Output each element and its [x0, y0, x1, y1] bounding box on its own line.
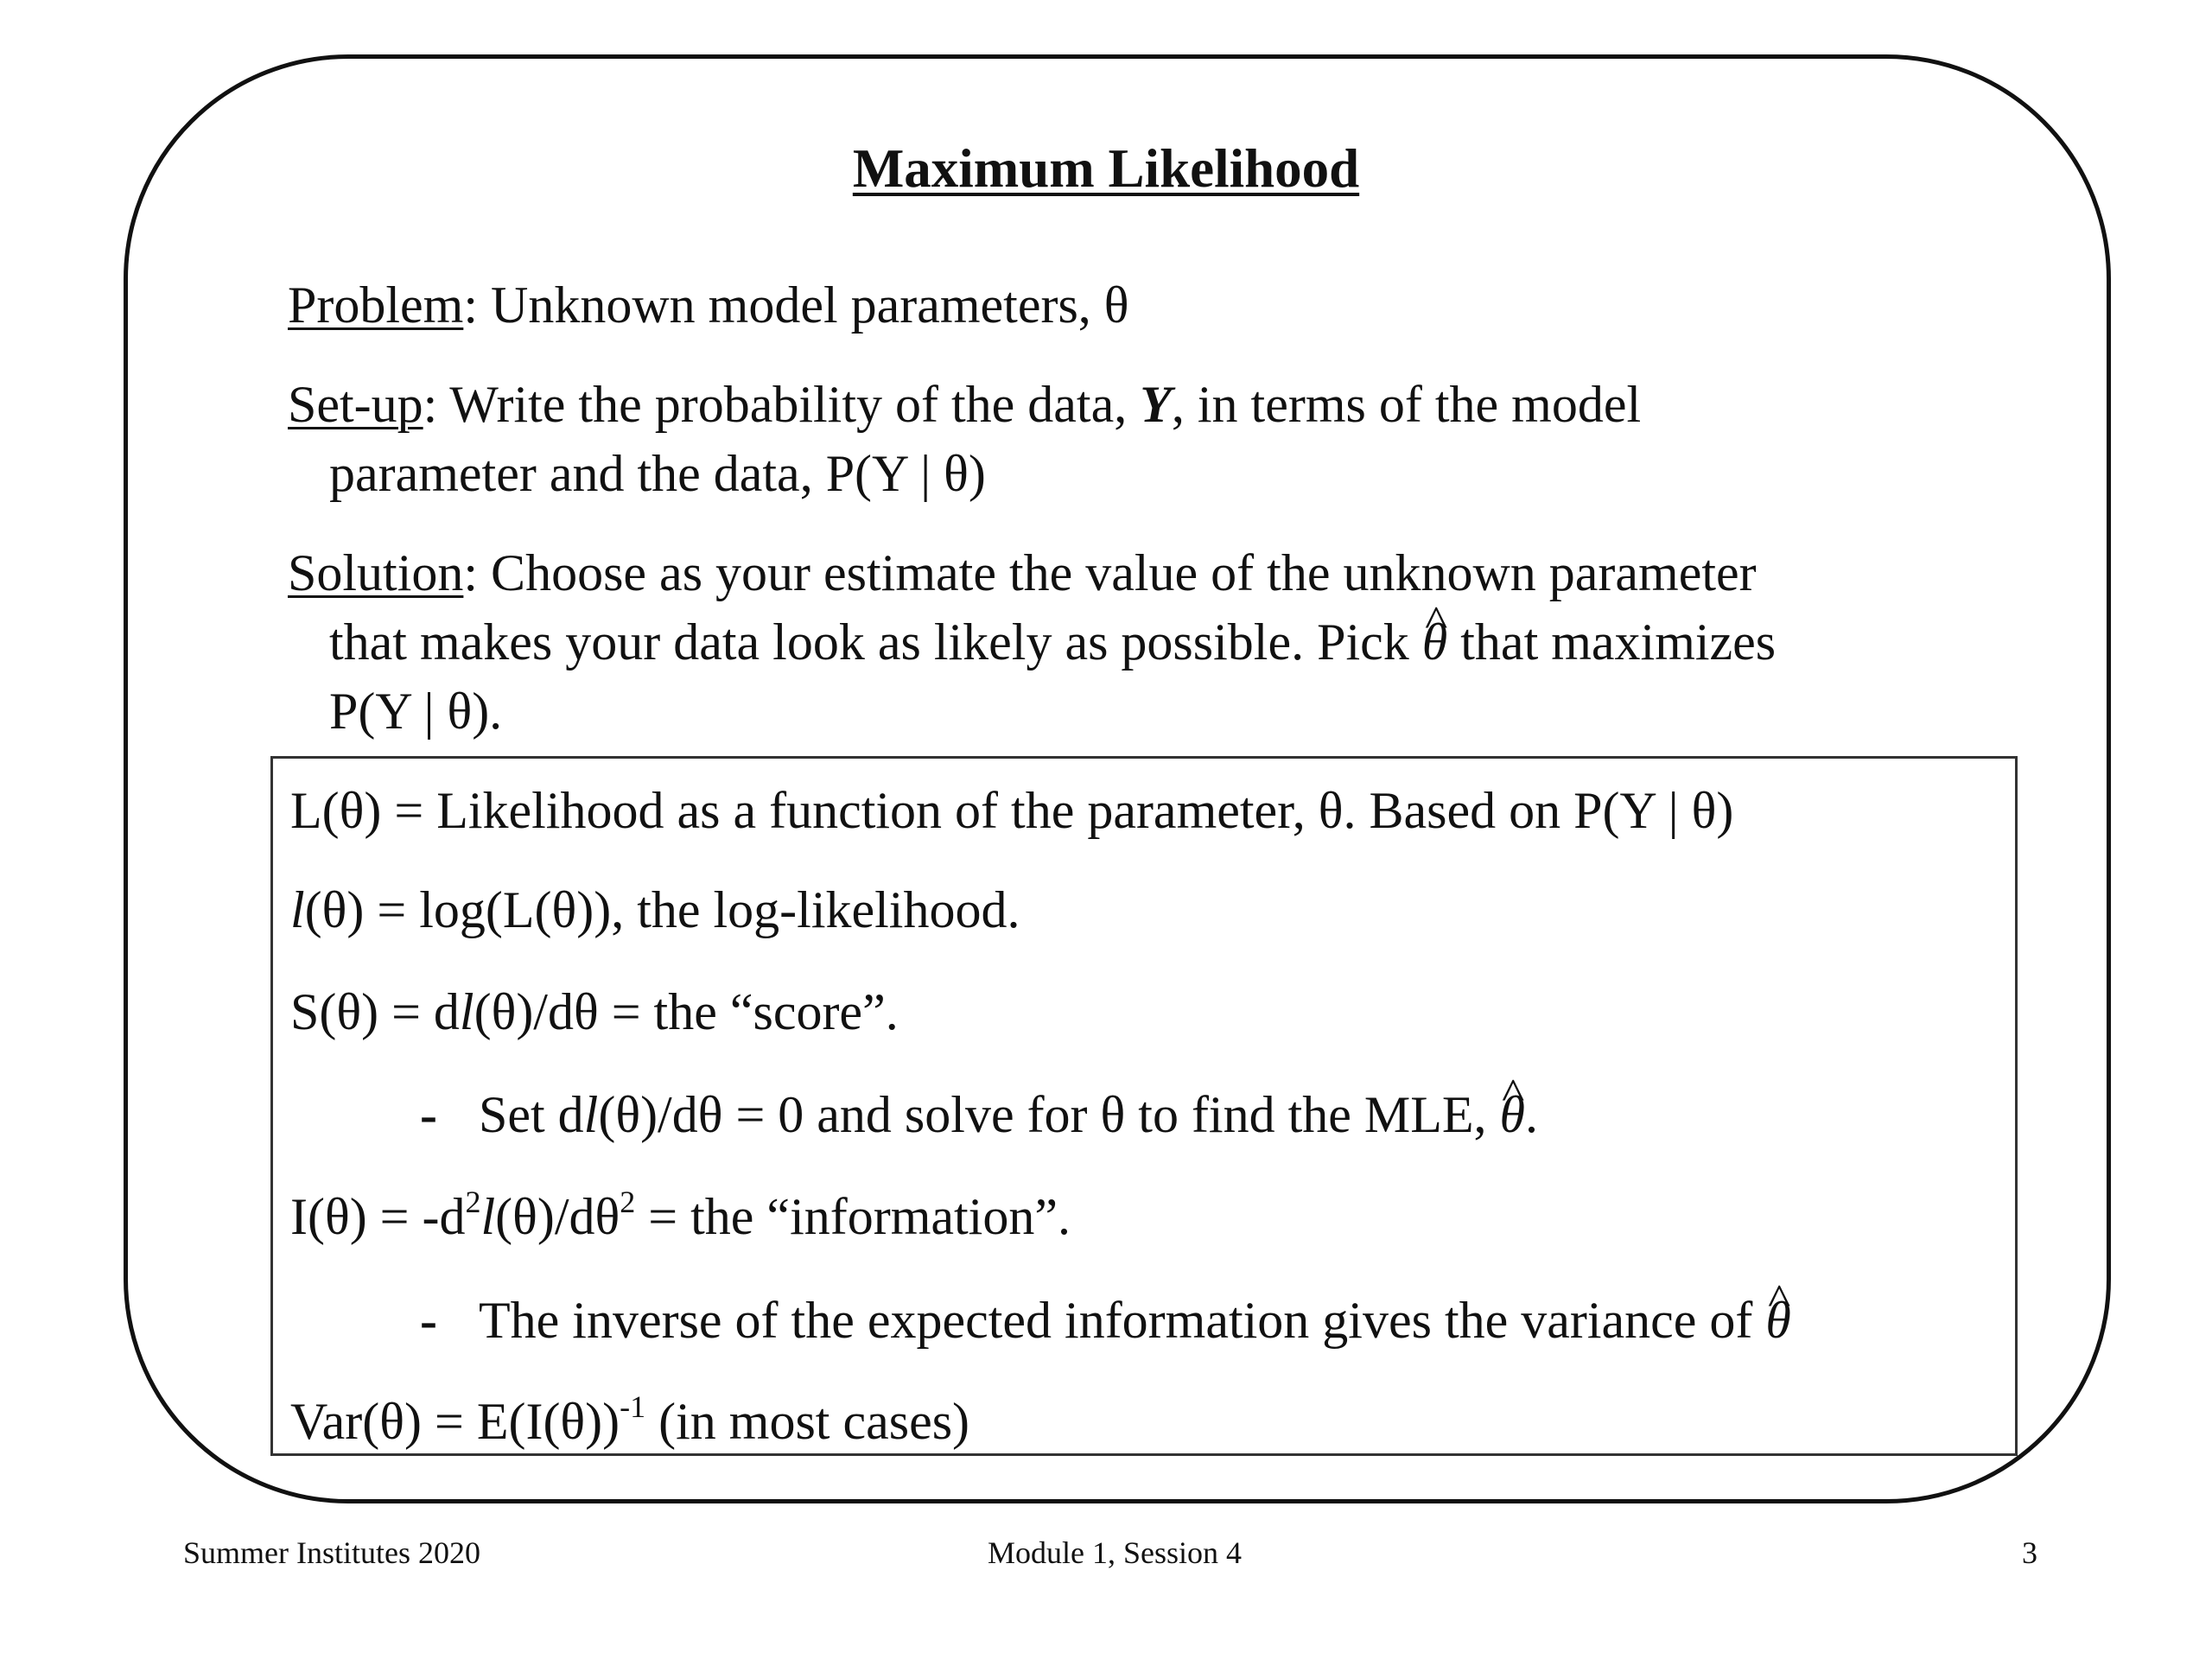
solution-line-2a: that makes your data look as likely as possible. Pick — [329, 613, 1422, 671]
setup-text-b: , in terms of the model — [1171, 376, 1642, 433]
bullet-mle-l: l — [583, 1086, 599, 1143]
setup-label: Set-up — [288, 376, 423, 433]
footer-center: Module 1, Session 4 — [987, 1535, 1242, 1570]
variance-definition — [290, 1387, 969, 1456]
info-a: I(θ) = -d — [290, 1188, 466, 1245]
theta-hat-symbol: ^ θ — [1422, 607, 1447, 677]
bullet-mle-b: (θ)/dθ = 0 and solve for θ to find the MLE, — [598, 1086, 1500, 1143]
setup-var-y: Y — [1140, 376, 1172, 433]
setup-paragraph — [288, 370, 1641, 508]
solution-label: Solution — [288, 544, 464, 601]
score-l: l — [459, 983, 474, 1040]
problem-text: : Unknown model parameters, θ — [463, 276, 1129, 334]
bullet-mle-a: Set d — [479, 1086, 584, 1143]
information-definition — [290, 1182, 1071, 1251]
bullet-variance — [420, 1286, 1791, 1355]
problem-paragraph — [288, 270, 1129, 340]
problem-label: Problem — [288, 276, 464, 334]
log-likelihood-definition — [290, 875, 1020, 944]
score-definition — [290, 977, 899, 1046]
solution-paragraph — [288, 538, 1776, 746]
theta-hat-symbol: ^ θ — [1765, 1286, 1790, 1355]
footer-left: Summer Institutes 2020 — [183, 1535, 480, 1570]
info-l: l — [480, 1188, 496, 1245]
slide-title-text: Maximum Likelihood — [852, 138, 1360, 199]
var-b: (in most cases) — [645, 1393, 970, 1450]
definitions-box — [270, 756, 2018, 1456]
log-likelihood-rest: (θ) = log(L(θ)), the log-likelihood. — [304, 881, 1020, 938]
likelihood-definition: L(θ) = Likelihood as a function of the parameter, θ. Based on P(Y | θ) — [290, 782, 1734, 839]
solution-line-2b: that maximizes — [1447, 613, 1777, 671]
bullet-variance-text: The inverse of the expected information gives the variance of — [479, 1292, 1766, 1349]
setup-text-a: : Write the probability of the data, — [423, 376, 1141, 433]
log-likelihood-l: l — [290, 881, 305, 938]
setup-line-2: parameter and the data, P(Y | θ) — [329, 445, 986, 502]
info-b: (θ)/dθ — [495, 1188, 620, 1245]
slide-title — [0, 134, 2212, 203]
info-sup-1: 2 — [465, 1185, 481, 1220]
page-number: 3 — [2022, 1535, 2037, 1570]
bullet-dash: - — [420, 1292, 437, 1349]
theta-hat-symbol: ^ θ — [1500, 1080, 1525, 1149]
bullet-mle-end: . — [1525, 1086, 1539, 1143]
var-a: Var(θ) = E(I(θ)) — [290, 1393, 620, 1450]
var-sup: -1 — [620, 1389, 646, 1425]
bullet-dash: - — [420, 1086, 437, 1143]
bullet-mle — [420, 1080, 1538, 1149]
score-b: (θ)/dθ = the “score”. — [474, 983, 899, 1040]
solution-line-3: P(Y | θ). — [329, 683, 503, 740]
info-sup-2: 2 — [620, 1185, 636, 1220]
solution-line-1: : Choose as your estimate the value of the unknown parameter — [463, 544, 1757, 601]
score-a: S(θ) = d — [290, 983, 460, 1040]
info-c: = the “information”. — [635, 1188, 1071, 1245]
solution-line-2 — [288, 607, 1776, 677]
